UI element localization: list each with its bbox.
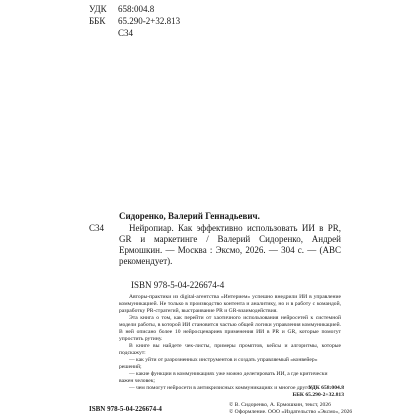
annotation-list-item: — чем помогут нейросети в антикризисных коммуникациях и многое другое.	[129, 385, 315, 391]
bbk-label: ББК	[89, 16, 106, 26]
annotation	[119, 294, 341, 392]
copyright-design: © Оформление. ООО «Издательство «Эксмо», 2026	[229, 409, 353, 415]
bbk-bottom: ББК 65.290-2+32.813	[292, 392, 344, 398]
udc-value: 658:004.8	[118, 4, 155, 14]
record-description: Нейропиар. Как эффективно использовать ИИ в PR, GR и маркетинге / Валерий Сидоренко, Андрей Ермошкин. — Москва : Эксмо, 2026. — 304 с. — (АВС рекомендует).	[119, 223, 341, 266]
annotation-paragraph: В книге вы найдете чек-листы, примеры промптов, кейсы и алгоритмы, которые подскажут:	[119, 343, 341, 356]
record-isbn: ISBN 978-5-04-226674-4	[131, 280, 225, 290]
footer-isbn: ISBN 978-5-04-226674-4	[89, 405, 162, 413]
annotation-paragraph: Эта книга о том, как перейти от хаотичного использования нейросетей к системной модели работы, в которой ИИ становится частью общей логики управления коммуникацией. В ней описано более 10 нейросценариев применения ИИ в PR и GR, которые помогут упростить рутину.	[119, 315, 341, 342]
record-author: Сидоренко, Валерий Геннадьевич.	[119, 211, 260, 221]
author-sign: С34	[118, 28, 134, 38]
bbk-value: 65.290-2+32.813	[118, 16, 181, 26]
annotation-list-item: — какие функции в коммуникациях уже можно делегировать ИИ, а где критически важен человек;	[119, 371, 328, 384]
annotation-paragraph: Авторы-практики из digital-агентства «Интерием» успешно внедрили ИИ в управление коммуникацией. Не только в производство контента и аналитику, но и в работу с командой, разработку PR-стратегий, выстраивание PR и GR-взаимодействия.	[119, 294, 341, 314]
annotation-list-item: — как уйти от разрозненных инструментов и создать управляемый «конвейер» решений;	[119, 357, 318, 370]
record-author-sign: С34	[89, 223, 105, 233]
udc-bottom: УДК 658:004.8	[308, 385, 344, 391]
udc-label: УДК	[89, 4, 107, 14]
copyright-text: © В. Сидоренко, А. Ермошкин, текст, 2026	[229, 402, 331, 408]
